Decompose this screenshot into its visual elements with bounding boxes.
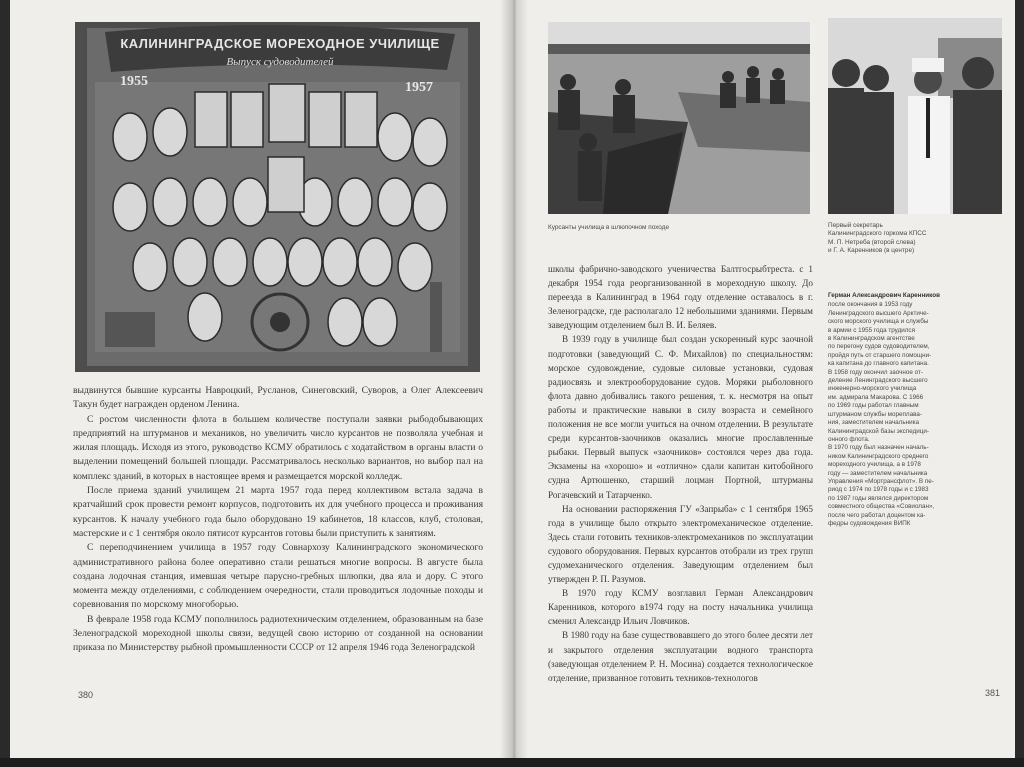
bio-line: ния, заместителем начальника [828, 419, 920, 427]
bio-line: году — заместителем начальника [828, 469, 928, 477]
left-body-text [73, 384, 483, 656]
biography-title: Герман Александрович Каренников [828, 292, 940, 299]
officials-caption-line-3: М. П. Нетреба (второй слева) [828, 238, 916, 246]
left-paragraph-4: С переподчинением училища в 1957 году Совнархозу Калининградского экономического административного района более оперативно стали решаться многие вопросы. В августе была создана лодочная станция, имевшая четыре парусно-гребных шлюпки, два яла и дору. С этого момента между отделениями, с соблюдением очередности, стали проводиться лодочные походы и соревнования по морскому многоборью. [73, 542, 483, 611]
left-page-number: 380 [78, 690, 94, 700]
bio-line: В 1958 году окончил заочное от- [828, 368, 923, 376]
officials-caption-line-2: Калининградского горкома КПСС [828, 230, 927, 238]
bio-line: онного флота. [828, 435, 870, 443]
right-paragraph-1: школы фабрично-заводского ученичества Балтгосрыбтреста. с 1 декабря 1954 года реорганизованной в мореходную школу. До переезда в Калининград в 1964 году отделение оставалось в г. Зеленоградске, где располагало 12 небольшими зданиями. Первым заведующим отделением был В. И. Беляев. [548, 264, 813, 331]
officials-photo [828, 18, 1002, 214]
bio-line: в армии с 1955 года трудился [828, 326, 915, 334]
graduates-group-photo [75, 22, 480, 372]
bio-line: штурманом службы мореплава- [828, 410, 922, 418]
bio-line: ка капитана до главного капитана. [828, 360, 929, 368]
right-paragraph-4: В 1970 году КСМУ возглавил Герман Александрович Каренников, которого в1974 году на посту начальника училища сменил Александр Ильич Ловчиков. [548, 588, 813, 627]
right-page [515, 0, 1015, 760]
boat-trip-photo [548, 22, 810, 214]
bio-line: Управления «Мортрансфлот». В пе- [828, 477, 934, 485]
bio-line: в Калининградском агентстве [828, 335, 915, 343]
bio-line: мореходного училища, а в 1978 [828, 461, 921, 469]
right-page-number: 381 [985, 688, 1001, 698]
bio-line: деление Ленинградского высшего [828, 377, 928, 385]
bio-line: инженерно-морского училища [828, 385, 917, 393]
bio-line: пройдя путь от старшего помощни- [828, 351, 932, 359]
photo-year-right: 1957 [405, 80, 433, 95]
right-paragraph-2: В 1939 году в училище был создан ускоренный курс заочной подготовки (заведующий С. Ф. Михайлов) по специальностям: морское судовождение, судовые силовые установки, судовая радиосвязь и электрооборудование судов. Моряки рыболовного флота давно добивались такого решения, т. к. несмотря на опыт работы и практические навыки в силу возраста и семейного положения не все могли учиться на очном отделении. В результате среди курсантов-заочников оказались многие прославленные рыбаки. Первый выпуск «заочников» состоялся через два года. Экзамены на «хорошо» и «отлично» сдали капитан китобойного судна Артюшенко, старший лоцман Портной, штурманы Рогачевский и Татарченко. [548, 334, 813, 500]
biography-sidebar [828, 292, 968, 528]
photo-banner-subtitle: Выпуск судоводителей [226, 56, 334, 68]
bio-line: Ленинградского высшего Арктиче- [828, 309, 929, 317]
bio-line: после окончания в 1953 году [828, 301, 913, 309]
bio-line: по 1987 годы являлся директором [828, 494, 929, 502]
officials-caption-line-1: Первый секретарь [828, 222, 883, 229]
photo-banner-text: КАЛИНИНГРАДСКОЕ МОРЕХОДНОЕ УЧИЛИЩЕ [120, 36, 440, 51]
bio-line: по перегону судов судоводителем, [828, 343, 930, 351]
bio-line: им. адмирала Макарова. С 1966 [828, 393, 924, 401]
book-gutter-shadow [500, 0, 528, 767]
right-paragraph-5: В 1980 году на базе существовавшего до этого более десяти лет и закрытого отделения эксплуатации водного транспорта (заведующая отделением Р. Н. Мосина) создается технологическое отделение, призванное готовить техников-технологов [548, 630, 813, 683]
bio-line: риод с 1974 по 1978 годы и с 1983 [828, 486, 929, 494]
officials-caption-line-4: и Г. А. Каренников (в центре) [828, 247, 915, 255]
bio-line: ского морского училища и службы [828, 318, 929, 326]
bio-line: Калининградской базы экспедици- [828, 427, 929, 435]
book-bottom-edge [0, 758, 1024, 767]
left-paragraph-5: В феврале 1958 года КСМУ пополнилось радиотехническим отделением, образованным на базе Зеленоградской мореходной школы связи, ведущей свою историю от созданной на основании приказа по Министерству рыбной промышленности СССР от 12 апреля 1946 года Зеленоградской [73, 613, 483, 654]
bio-line: после чего работал доцентом ка- [828, 511, 926, 519]
bio-line: В 1970 году был назначен началь- [828, 444, 929, 452]
photo-year-left: 1955 [120, 74, 148, 89]
left-paragraph-2: С ростом численности флота в большем количестве поступали заявки рыбодобывающих предприятий на штурманов и механиков, но увеличить число курсантов не позволяла учебная и жилая площадь. Исходя из этого, руководство КСМУ обратилось с ходатайством в органы власти о выделении помещений большей площади. Рассматривалось несколько вариантов, но выбор пал на комплекс зданий, в которых в настоящее время и размещается морской колледж. [73, 413, 483, 482]
bio-line: по 1969 годы работал главным [828, 402, 919, 410]
left-paragraph-3: После приема зданий училищем 21 марта 1957 года перед коллективом встала задача в кратчайший срок провести ремонт корпусов, подготовить их для учебного процесса и проживания курсантов. К началу учебного года было оборудовано 19 кабинетов, 18 классов, клуб, столовая, мастерские и с 1 сентября около пятисот курсантов готовы были приступить к занятиям. [73, 485, 483, 539]
officials-caption [828, 222, 1008, 256]
right-body-text [548, 262, 813, 685]
left-paragraph-1: выдвинутся бывшие курсанты Навроцкий, Русланов, Синеговский, Суворов, а Олег Алексеевич Такун будет награжден орденом Ленина. [73, 385, 483, 411]
boat-trip-image [548, 22, 810, 214]
bio-line: ником Калининградского среднего [828, 452, 929, 460]
bio-line: федры судовождения ВИПК [828, 519, 911, 527]
bio-line: совместного общества «Совиолан», [828, 503, 935, 511]
boat-trip-caption: Курсанты училища в шлюпочном походе [548, 224, 669, 231]
officials-image [828, 18, 1002, 214]
right-paragraph-3: На основании распоряжения ГУ «Запрыба» с 1 сентября 1965 года в училище было открыто электромеханическое отделение. Здесь стали готовить техников-электромехаников по эксплуатации судового оборудования. Первых курсантов отобрали из трех групп судомеханического отделения. Заведующим отделением был утвержден Р. П. Разумов. [548, 503, 813, 585]
left-page [10, 0, 515, 760]
